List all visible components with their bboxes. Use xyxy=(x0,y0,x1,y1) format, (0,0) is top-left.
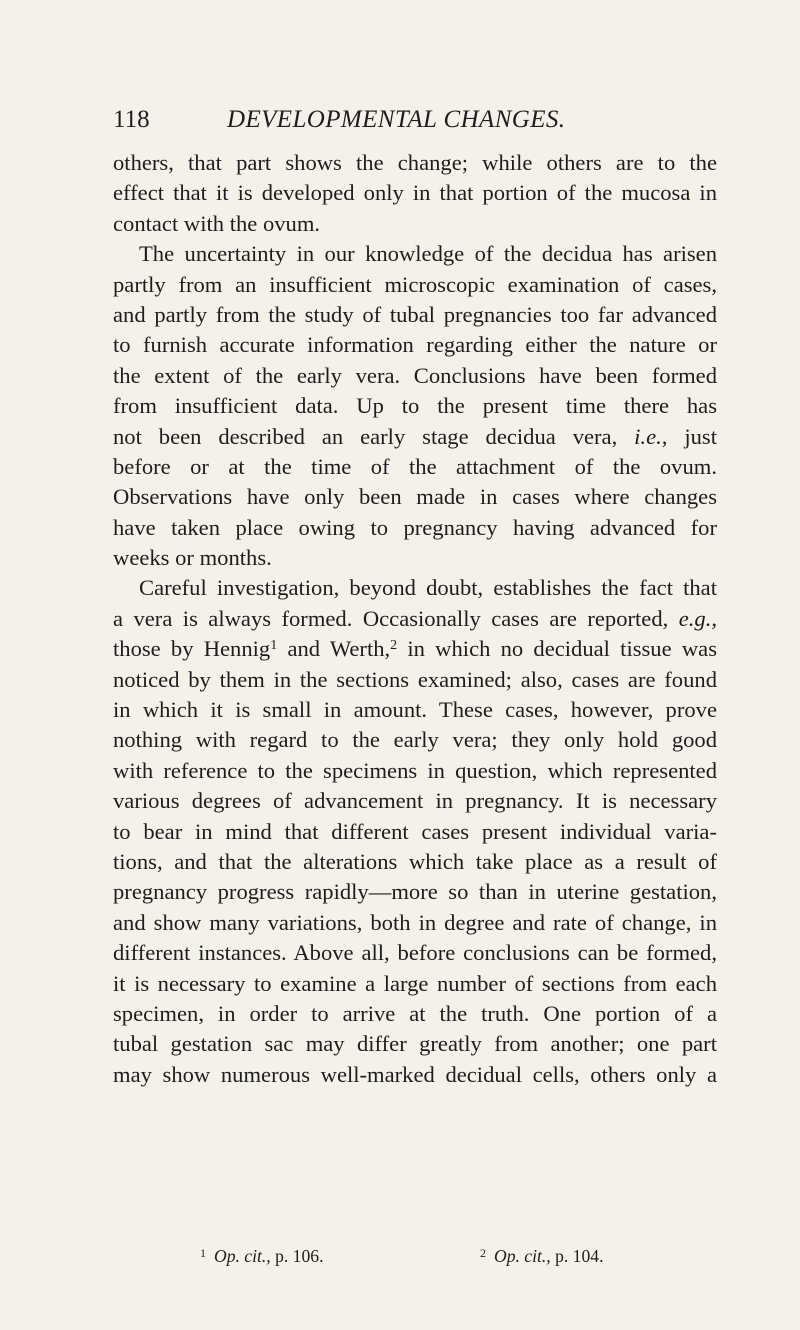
text-segment: a vera is always formed. Occasionally cases are reported, xyxy=(113,605,679,631)
text-line: and show many variations, both in degree and rate of change, in xyxy=(113,909,717,935)
footnote-page: p. 104. xyxy=(550,1246,604,1266)
text-line: others, that part shows the change; while others are to the xyxy=(113,150,717,175)
text-line: contact with the ovum. xyxy=(113,210,321,236)
footnote-reference: 2 xyxy=(390,638,398,654)
footnote-mark: 1 xyxy=(200,1246,206,1260)
footnote-2 xyxy=(480,1244,603,1270)
italic-abbreviation: e.g., xyxy=(678,605,717,631)
text-line-with-italic xyxy=(113,604,717,634)
text-line: specimen, in order to arrive at the truth. One portion of a xyxy=(113,1000,717,1026)
text-line: various degrees of advancement in pregnancy. It is necessary xyxy=(113,788,717,814)
text-segment: not been described an early stage decidua vera, xyxy=(113,423,635,449)
text-segment: those by Hennig xyxy=(113,636,271,662)
text-line: nothing with regard to the early vera; they only hold good xyxy=(113,727,717,753)
text-line: from insufficient data. Up to the present time there has xyxy=(113,393,717,419)
paragraph-start-line: The uncertainty in our knowledge of the decidua has arisen xyxy=(139,241,717,267)
footnote-reference: 1 xyxy=(270,638,278,654)
text-line: to bear in mind that different cases present individual varia- xyxy=(113,818,717,844)
text-line: partly from an insufficient microscopic examination of cases, xyxy=(113,271,717,297)
text-line: the extent of the early vera. Conclusions have been formed xyxy=(113,362,717,388)
running-header xyxy=(113,103,596,137)
footnote-1 xyxy=(200,1244,323,1270)
text-line: tubal gestation sac may differ greatly from another; one part xyxy=(113,1031,717,1057)
footnote-mark: 2 xyxy=(480,1246,486,1260)
body-text xyxy=(113,148,717,1090)
text-line: in which it is small in amount. These cases, however, prove xyxy=(113,697,717,723)
footnote-citation: Op. cit., xyxy=(494,1246,551,1266)
text-line: with reference to the specimens in question, which represented xyxy=(113,757,717,783)
text-segment: just xyxy=(667,423,717,449)
text-line: have taken place owing to pregnancy having advanced for xyxy=(113,514,717,540)
footnote-citation: Op. cit., xyxy=(214,1246,271,1266)
footnote-page: p. 106. xyxy=(270,1246,324,1266)
footnotes xyxy=(200,1244,720,1272)
text-line: to furnish accurate information regarding either the nature or xyxy=(113,332,717,358)
text-line: Observations have only been made in cases where changes xyxy=(113,484,717,510)
text-segment: in which no decidual tissue was xyxy=(397,636,717,662)
text-line: may show numerous well-marked decidual cells, others only a xyxy=(113,1061,717,1087)
italic-abbreviation: i.e., xyxy=(634,423,668,449)
text-line: noticed by them in the sections examined; also, cases are found xyxy=(113,666,717,692)
text-line: before or at the time of the attachment of the ovum. xyxy=(113,453,717,479)
text-line: it is necessary to examine a large number of sections from each xyxy=(113,970,717,996)
text-line-with-italic xyxy=(113,422,717,452)
text-segment: and Werth, xyxy=(277,636,391,662)
page-number: 118 xyxy=(113,106,150,133)
running-title: DEVELOPMENTAL CHANGES. xyxy=(227,106,566,133)
text-line: different instances. Above all, before conclusions can be formed, xyxy=(113,940,717,966)
text-line: and partly from the study of tubal pregnancies too far advanced xyxy=(113,301,717,327)
text-line: effect that it is developed only in that portion of the mucosa in xyxy=(113,180,717,206)
text-line-with-footnote-marks xyxy=(113,634,717,664)
text-line: tions, and that the alterations which take place as a result of xyxy=(113,848,717,874)
text-line: weeks or months. xyxy=(113,545,272,571)
text-line: pregnancy progress rapidly—more so than in uterine gestation, xyxy=(113,879,717,905)
paragraph-start-line: Careful investigation, beyond doubt, establishes the fact that xyxy=(139,575,717,601)
